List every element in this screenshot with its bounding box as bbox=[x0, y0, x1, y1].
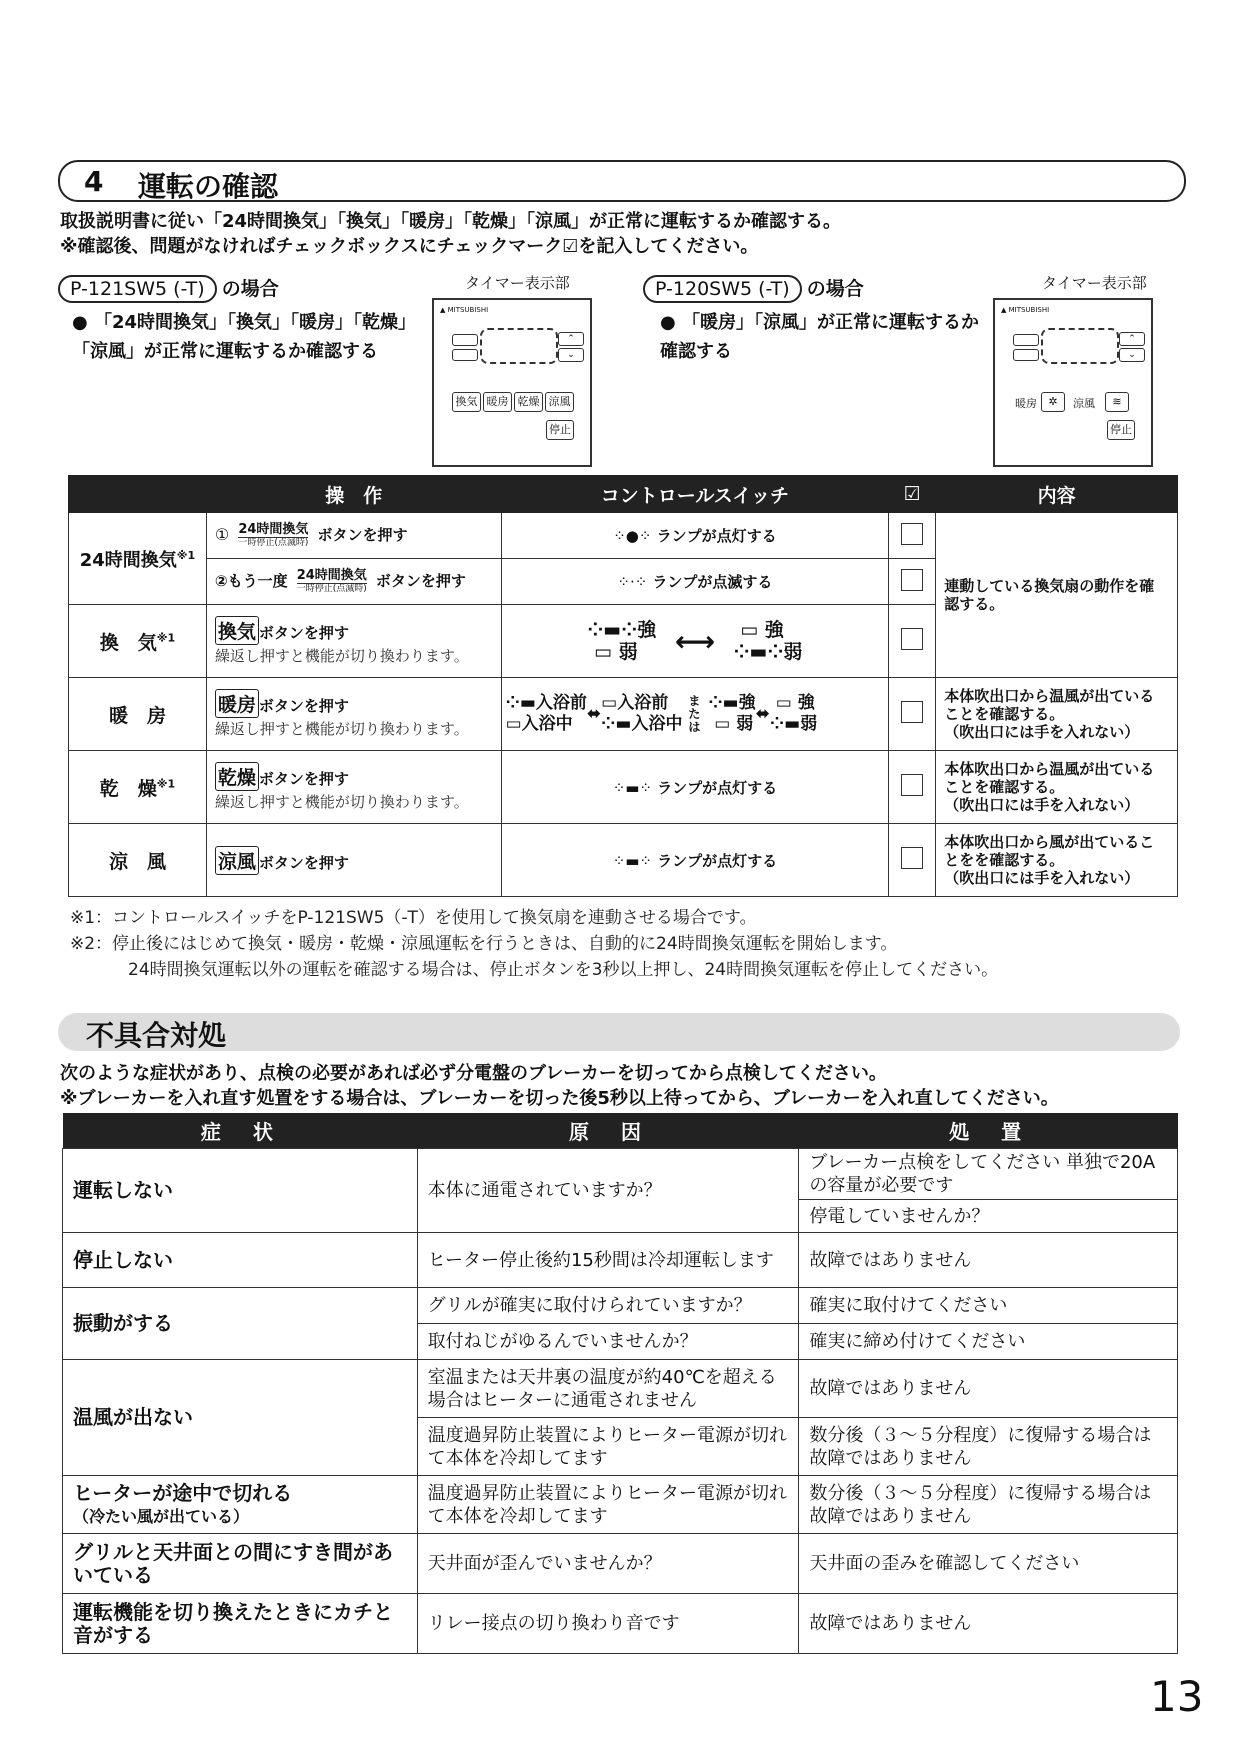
symptom-no-operation: 運転しない bbox=[63, 1149, 418, 1233]
row-label-24h: 24時間換気$^{※1}$ bbox=[69, 513, 207, 605]
switch-24h-lit: ⁘●⁘ ランプが点灯する bbox=[501, 513, 889, 559]
fix-check-breaker: ブレーカー点検をしてください 単独で20Aの容量が必要です bbox=[799, 1149, 1178, 1200]
symptom-vibration: 振動がする bbox=[63, 1288, 418, 1360]
op-kanki: 換気 ボタンを押す 繰返し押すと機能が切り換わります。 bbox=[206, 605, 501, 678]
model-b-bullet: ● 「暖房」「涼風」が正常に運転するか確認する bbox=[660, 312, 979, 362]
table-row bbox=[63, 1233, 1178, 1288]
table-row bbox=[63, 1476, 1178, 1534]
table-row bbox=[69, 751, 1178, 824]
model-a-bullet: ● 「24時間換気」「換気」「暖房」「乾燥」「涼風」が正常に運転するか確認する bbox=[72, 312, 417, 362]
switch-danbo: ⁘▬入浴前 ▭入浴中 ⬌▭入浴前 ⁘▬入浴中 または ⁘▬強 ▭ 弱 ⬌ ▭ 強 ⁘▬弱 bbox=[501, 678, 889, 751]
header-symptom: 症 状 bbox=[63, 1113, 418, 1149]
symptom-gap: グリルと天井面との間にすき間があいている bbox=[63, 1534, 418, 1594]
op-kanso: 乾燥 ボタンを押す 繰返し押すと機能が切り換わります。 bbox=[206, 751, 501, 824]
remote-b-illustration: ▲ MITSUBISHI ⌃ ⌄ 暖房 ✲ 涼風 ≋ 停止 bbox=[993, 298, 1153, 467]
symptom-no-warm-air: 温風が出ない bbox=[63, 1360, 418, 1476]
remote-a-illustration: ▲ MITSUBISHI ⌃ ⌄ 換気 暖房 乾燥 涼風 停止 bbox=[432, 298, 592, 467]
model-b-name: P-120SW5 (-T) bbox=[643, 275, 802, 303]
switch-24h-blink: ⁘·⁘ ランプが点滅する bbox=[501, 559, 889, 605]
row-label-ryofu: 涼 風 bbox=[69, 824, 207, 897]
remote-a-key-danbo: 暖房 bbox=[483, 392, 512, 412]
footnote-2: ※2：停止後にはじめて換気・暖房・乾燥・涼風運転を行うときは、自動的に24時間換気運転を開始します。 bbox=[70, 934, 898, 954]
remote-a-stop-key: 停止 bbox=[546, 420, 574, 440]
table-row bbox=[63, 1288, 1178, 1324]
table-row bbox=[63, 1149, 1178, 1200]
cause-grille: グリルが確実に取付けられていますか？ bbox=[417, 1288, 799, 1324]
op-ryofu: 涼風 ボタンを押す bbox=[206, 824, 501, 897]
trouble-header bbox=[63, 1113, 1178, 1149]
page-number: 13 bbox=[1150, 1672, 1204, 1721]
section-header bbox=[58, 160, 1186, 202]
content-kanso: 本体吹出口から温風が出ていることを確認する。 （吹出口には手を入れない） bbox=[936, 751, 1178, 824]
table-row bbox=[69, 824, 1178, 897]
symptom-heater-cutoff: ヒーターが途中で切れる （冷たい風が出ている） bbox=[63, 1476, 418, 1534]
remote-b-heat-label: 暖房 bbox=[1015, 397, 1037, 410]
symptom-click-sound: 運転機能を切り換えたときにカチと音がする bbox=[63, 1594, 418, 1654]
table-row bbox=[63, 1594, 1178, 1654]
cause-relay: リレー接点の切り換わり音です bbox=[417, 1594, 799, 1654]
model-a-bullet-text: 「24時間換気」「換気」「暖房」「乾燥」「涼風」が正常に運転するか確認する bbox=[72, 312, 417, 362]
checkbox-ryofu[interactable] bbox=[889, 824, 936, 897]
remote-a-key-kanso: 乾燥 bbox=[514, 392, 543, 412]
cause-overheat: 温度過昇防止装置によりヒーター電源が切れて本体を冷却してます bbox=[417, 1418, 799, 1476]
header-operation: 操 作 bbox=[206, 476, 501, 513]
remote-b-cool-label: 涼風 bbox=[1073, 397, 1095, 410]
section-intro-note: ※確認後、問題がなければチェックボックスにチェックマーク☑を記入してください。 bbox=[60, 236, 759, 257]
remote-b-cool-key: ≋ bbox=[1105, 392, 1129, 412]
fix-not-fault: 故障ではありません bbox=[799, 1233, 1178, 1288]
header-check: ☑ bbox=[889, 476, 936, 513]
remote-a-key-ryofu: 涼風 bbox=[545, 392, 574, 412]
table-row bbox=[63, 1360, 1178, 1418]
cause-ceiling-warp: 天井面が歪んでいませんか？ bbox=[417, 1534, 799, 1594]
op-24h-step2: ②もう一度 24時間換気 一時停止(点滅時) ボタンを押す bbox=[206, 559, 501, 605]
fix-attach-grille: 確実に取付けてください bbox=[799, 1288, 1178, 1324]
fix-not-fault-3: 故障ではありません bbox=[799, 1594, 1178, 1654]
trouble-intro-note: ※ブレーカーを入れ直す処置をする場合は、ブレーカーを切った後5秒以上待ってから、ブレーカーを入れ直してください。 bbox=[60, 1088, 1059, 1109]
cause-high-temp: 室温または天井裏の温度が約40℃を超える場合はヒーターに通電されません bbox=[417, 1360, 799, 1418]
cause-loose-screw: 取付ねじがゆるんでいませんか？ bbox=[417, 1324, 799, 1360]
checkbox-kanso[interactable] bbox=[889, 751, 936, 824]
section-title: 運転の確認 bbox=[138, 170, 279, 203]
model-b-suffix: の場合 bbox=[806, 278, 864, 300]
trouble-intro: 次のような症状があり、点検の必要があれば必ず分電盤のブレーカーを切ってから点検してください。 bbox=[60, 1063, 887, 1084]
content-ryofu: 本体吹出口から風が出ていることをを確認する。 （吹出口には手を入れない） bbox=[936, 824, 1178, 897]
timer-label-a: タイマー表示部 bbox=[465, 274, 570, 292]
check-table-header bbox=[69, 476, 1178, 513]
troubleshooting-table bbox=[62, 1113, 1178, 1654]
cause-cooling-run: ヒーター停止後約15秒間は冷却運転します bbox=[417, 1233, 799, 1288]
checkbox-24h-1[interactable] bbox=[889, 513, 936, 559]
model-b-bullet-text: 「暖房」「涼風」が正常に運転するか確認する bbox=[660, 312, 979, 362]
content-24h-kanki: 連動している換気扇の動作を確認する。 bbox=[936, 513, 1178, 678]
model-a-heading bbox=[58, 274, 279, 303]
operation-check-table bbox=[68, 475, 1178, 897]
header-control-switch: コントロールスイッチ bbox=[501, 476, 889, 513]
remote-b-stop-key: 停止 bbox=[1107, 420, 1135, 440]
header-content: 内容 bbox=[936, 476, 1178, 513]
model-a-suffix: の場合 bbox=[221, 278, 279, 300]
timer-display-b bbox=[1041, 328, 1119, 364]
table-row bbox=[69, 513, 1178, 559]
fix-not-fault-2: 故障ではありません bbox=[799, 1360, 1178, 1418]
model-b-heading bbox=[643, 274, 864, 303]
op-danbo: 暖房 ボタンを押す 繰返し押すと機能が切り換わります。 bbox=[206, 678, 501, 751]
timer-display-a bbox=[480, 328, 558, 364]
switch-ryofu: ⁘▬⁘ ランプが点灯する bbox=[501, 824, 889, 897]
fix-wait-recover-2: 数分後（３～５分程度）に復帰する場合は故障ではありません bbox=[799, 1476, 1178, 1534]
content-danbo: 本体吹出口から温風が出ていることを確認する。 （吹出口には手を入れない） bbox=[936, 678, 1178, 751]
header-fix: 処 置 bbox=[799, 1113, 1178, 1149]
table-row bbox=[63, 1534, 1178, 1594]
trouble-section-header bbox=[58, 1013, 1180, 1051]
section-intro: 取扱説明書に従い「24時間換気」「換気」「暖房」「乾燥」「涼風」が正常に運転するか確認する。 bbox=[60, 211, 842, 232]
row-label-kanki: 換 気$^{※1}$ bbox=[69, 605, 207, 678]
remote-a-key-kanki: 換気 bbox=[452, 392, 481, 412]
op-24h-step1: ① 24時間換気 一時停止(点滅時) ボタンを押す bbox=[206, 513, 501, 559]
cause-no-power: 本体に通電されていますか？ bbox=[417, 1149, 799, 1233]
remote-b-heat-key: ✲ bbox=[1041, 392, 1065, 412]
checkbox-danbo[interactable] bbox=[889, 678, 936, 751]
header-cause: 原 因 bbox=[417, 1113, 799, 1149]
section-number: 4 bbox=[84, 165, 104, 198]
fix-wait-recover: 数分後（３～５分程度）に復帰する場合は故障ではありません bbox=[799, 1418, 1178, 1476]
footnote-1: ※1：コントロールスイッチをP-121SW5（-T）を使用して換気扇を連動させる場合です。 bbox=[70, 908, 757, 928]
fix-check-ceiling: 天井面の歪みを確認してください bbox=[799, 1534, 1178, 1594]
model-a-name: P-121SW5 (-T) bbox=[58, 275, 217, 303]
symptom-no-stop: 停止しない bbox=[63, 1233, 418, 1288]
switch-kanki: ⁘▬⁘強 ▭ 弱 ⟷ ▭ 強 ⁘▬⁘弱 bbox=[501, 605, 889, 678]
fix-tighten: 確実に締め付けてください bbox=[799, 1324, 1178, 1360]
table-row bbox=[69, 678, 1178, 751]
switch-kanso: ⁘▬⁘ ランプが点灯する bbox=[501, 751, 889, 824]
timer-label-b: タイマー表示部 bbox=[1042, 274, 1147, 292]
checkbox-24h-2[interactable] bbox=[889, 559, 936, 605]
footnote-2-cont: 24時間換気運転以外の運転を確認する場合は、停止ボタンを3秒以上押し、24時間換気運転を停止してください。 bbox=[128, 960, 999, 980]
trouble-title: 不具合対処 bbox=[86, 1019, 227, 1052]
row-label-kanso: 乾 燥$^{※1}$ bbox=[69, 751, 207, 824]
checkbox-kanki[interactable] bbox=[889, 605, 936, 678]
row-label-danbo: 暖 房 bbox=[69, 678, 207, 751]
cause-overheat-2: 温度過昇防止装置によりヒーター電源が切れて本体を冷却してます bbox=[417, 1476, 799, 1534]
fix-power-outage: 停電していませんか？ bbox=[799, 1200, 1178, 1233]
